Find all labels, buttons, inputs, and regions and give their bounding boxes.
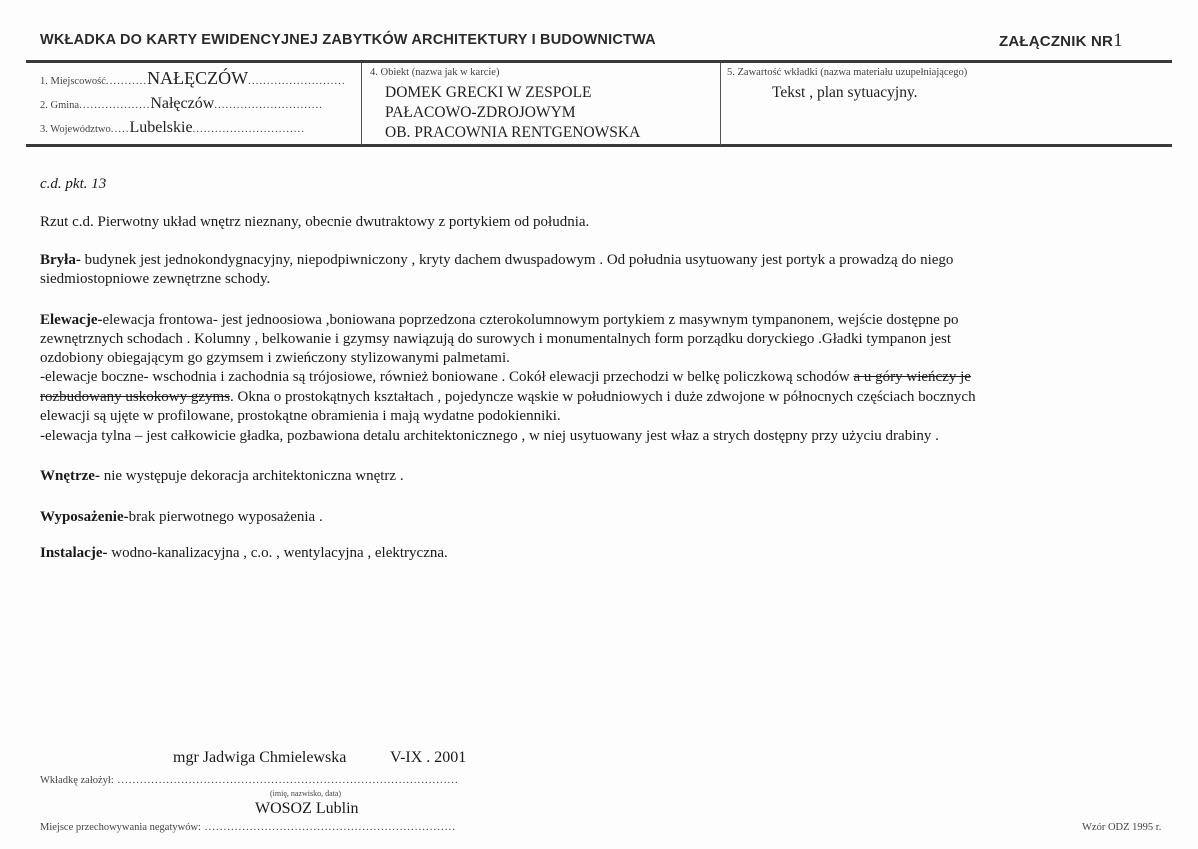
obiekt-line: PAŁACOWO-ZDROJOWYM (385, 104, 576, 121)
elewacje-line: -elewacja tylna – jest całkowicie gładka, pozbawiona detalu architektonicznego , w niej usytuowany jest właz a strych dostępny przy użyciu drabiny . (40, 428, 939, 444)
struck-text: a u góry wieńczy je (853, 369, 971, 385)
obiekt-line: DOMEK GRECKI W ZESPOLE (385, 84, 592, 101)
elewacje-line: Elewacje-elewacja frontowa- jest jednoosiowa ,boniowana poprzedzona czterokolumnowym portykiem z masywnym tympanonem, wejście dostępne po (40, 312, 959, 328)
wyposazenie-label: Wyposażenie- (40, 509, 129, 525)
zawartosc-value: Tekst , plan sytuacyjny. (772, 84, 918, 101)
gmina-value: Nałęczów (150, 95, 215, 112)
author-label: Wkładkę założył: ........................................................................................... (40, 774, 459, 786)
top-rule (26, 60, 1172, 63)
annex-number: 1 (1113, 30, 1123, 51)
gmina-row: 2. Gmina...................Nałęczów............................. (40, 95, 324, 112)
elewacje-line: elewacji są ujęte w profilowane, prostokątne obramienia i mają wydatne podokienniki. (40, 408, 561, 424)
column-divider (720, 63, 721, 145)
obiekt-line: OB. PRACOWNIA RENTGENOWSKA (385, 124, 641, 141)
author-hint: (imię, nazwisko, data) (270, 789, 342, 798)
wnetrze-label: Wnętrze- (40, 468, 100, 484)
bryla-line: Bryła- budynek jest jednokondygnacyjny, niepodpiwniczony , kryty dachem dwuspadowym . Od południa usytuowany jest portyk a prowadzą do niego (40, 252, 954, 268)
instalacje-label: Instalacje- (40, 545, 108, 561)
column-divider (361, 63, 362, 145)
elewacje-line: ozdobiony obiegającym go gzymsem i zwieńczony stylizowanymi palmetami. (40, 350, 510, 366)
miejscowosc-label: 1. Miejscowość (40, 76, 106, 87)
bryla-label: Bryła- (40, 252, 81, 268)
annex-label (999, 30, 1123, 52)
storage-value: WOSOZ Lublin (255, 800, 359, 817)
instalacje-paragraph: Instalacje- wodno-kanalizacyjna , c.o. , wentylacyjna , elektryczna. (40, 545, 448, 561)
bryla-line: siedmiostopniowe zewnętrzne schody. (40, 271, 271, 287)
zawartosc-label: 5. Zawartość wkładki (nazwa materiału uzupełniającego) (727, 67, 968, 78)
miejscowosc-value: NAŁĘCZÓW (147, 68, 249, 88)
continuation-note: c.d. pkt. 13 (40, 176, 107, 192)
form-title: WKŁADKA DO KARTY EWIDENCYJNEJ ZABYTKÓW ARCHITEKTURY I BUDOWNICTWA (40, 32, 656, 48)
miejscowosc-row: 1. Miejscowość...........NAŁĘCZÓW.......................... (40, 68, 346, 88)
rzut-paragraph: Rzut c.d. Pierwotny układ wnętrz nieznany, obecnie dwutraktowy z portykiem od południa. (40, 214, 590, 230)
author-name: mgr Jadwiga Chmielewska (173, 749, 347, 766)
gmina-label: 2. Gmina (40, 100, 80, 111)
struck-text: rozbudowany uskokowy gzyms (40, 389, 230, 405)
annex-text: ZAŁĄCZNIK NR (999, 33, 1114, 50)
elewacje-label: Elewacje- (40, 312, 103, 328)
elewacje-line: -elewacje boczne- wschodnia i zachodnia są trójosiowe, również boniowane . Cokół elewacji przechodzi w belkę policzkową schodów a u góry wieńczy je (40, 369, 971, 385)
elewacje-line: rozbudowany uskokowy gzyms. Okna o prostokątnych kształtach , pojedyncze wąskie w południowych i duże zdwojone w północnych częściach bocznych (40, 389, 976, 405)
elewacje-line: zewnętrznych schodach . Kolumny , belkowanie i gzymsy nawiązują do surowych i monumentalnych form porządku doryckiego .Gładki tympanon jest (40, 331, 952, 347)
wyposazenie-paragraph: Wyposażenie-brak pierwotnego wyposażenia . (40, 509, 323, 525)
form-version: Wzór ODZ 1995 r. (1082, 822, 1162, 833)
wnetrze-paragraph: Wnętrze- nie występuje dekoracja architektoniczna wnętrz . (40, 468, 404, 484)
wojewodztwo-value: Lubelskie (129, 119, 193, 136)
obiekt-label: 4. Obiekt (nazwa jak w karcie) (370, 67, 500, 78)
wojewodztwo-row: 3. Województwo.....Lubelskie.............................. (40, 119, 306, 136)
wojewodztwo-label: 3. Województwo (40, 124, 111, 135)
bottom-rule (26, 144, 1172, 147)
author-date: V-IX . 2001 (390, 749, 467, 766)
storage-label: Miejsce przechowywania negatywów: ................................................................... (40, 821, 456, 833)
